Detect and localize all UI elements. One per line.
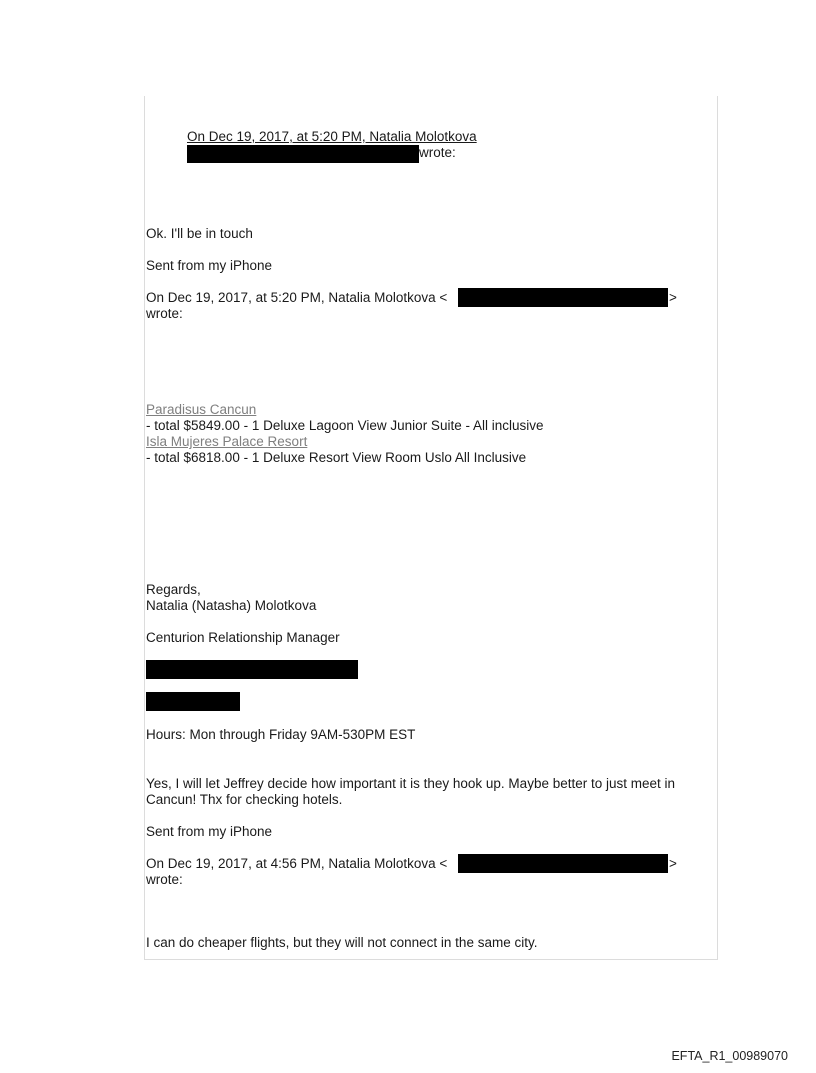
- redacted-email-2: [458, 854, 668, 873]
- reply-2-line2: Cancun! Thx for checking hotels.: [146, 792, 343, 807]
- signature-hours: Hours: Mon through Friday 9AM-530PM EST: [146, 727, 416, 742]
- signature-name: Natalia (Natasha) Molotkova: [146, 598, 317, 613]
- reply-1-signature: Sent from my iPhone: [146, 258, 273, 273]
- reply-2-line1: Yes, I will let Jeffrey decide how important it is they hook up. Maybe better to just meet in: [146, 776, 676, 791]
- hotel-detail-paradisus: - total $5849.00 - 1 Deluxe Lagoon View Junior Suite - All inclusive: [146, 418, 544, 433]
- final-message: I can do cheaper flights, but they will not connect in the same city.: [146, 935, 538, 950]
- quoted-header-1-wrote: wrote:: [146, 306, 183, 321]
- quoted-header-top-line1: On Dec 19, 2017, at 5:20 PM, Natalia Molotkova: [187, 129, 477, 144]
- quoted-header-top-line2: wrote:: [419, 145, 456, 160]
- redacted-email-top: [187, 145, 419, 163]
- document-id: EFTA_R1_00989070: [671, 1049, 788, 1063]
- hotel-link-paradisus[interactable]: Paradisus Cancun: [146, 402, 257, 417]
- hotel-detail-isla-mujeres: - total $6818.00 - 1 Deluxe Resort View Room Uslo All Inclusive: [146, 450, 527, 465]
- quoted-header-2-suffix: >: [669, 856, 677, 871]
- redacted-contact-1: [146, 660, 358, 679]
- redacted-email-1: [458, 288, 668, 307]
- quoted-header-1-suffix: >: [669, 290, 677, 305]
- reply-1-message: Ok. I'll be in touch: [146, 226, 253, 241]
- hotel-link-isla-mujeres[interactable]: Isla Mujeres Palace Resort: [146, 434, 308, 449]
- reply-2-signature: Sent from my iPhone: [146, 824, 273, 839]
- signature-regards: Regards,: [146, 582, 201, 597]
- quoted-header-2-wrote: wrote:: [146, 872, 183, 887]
- quoted-header-1-prefix: On Dec 19, 2017, at 5:20 PM, Natalia Molotkova <: [146, 290, 448, 305]
- redacted-contact-2: [146, 692, 240, 711]
- signature-title: Centurion Relationship Manager: [146, 630, 340, 645]
- quoted-header-2-prefix: On Dec 19, 2017, at 4:56 PM, Natalia Molotkova <: [146, 856, 448, 871]
